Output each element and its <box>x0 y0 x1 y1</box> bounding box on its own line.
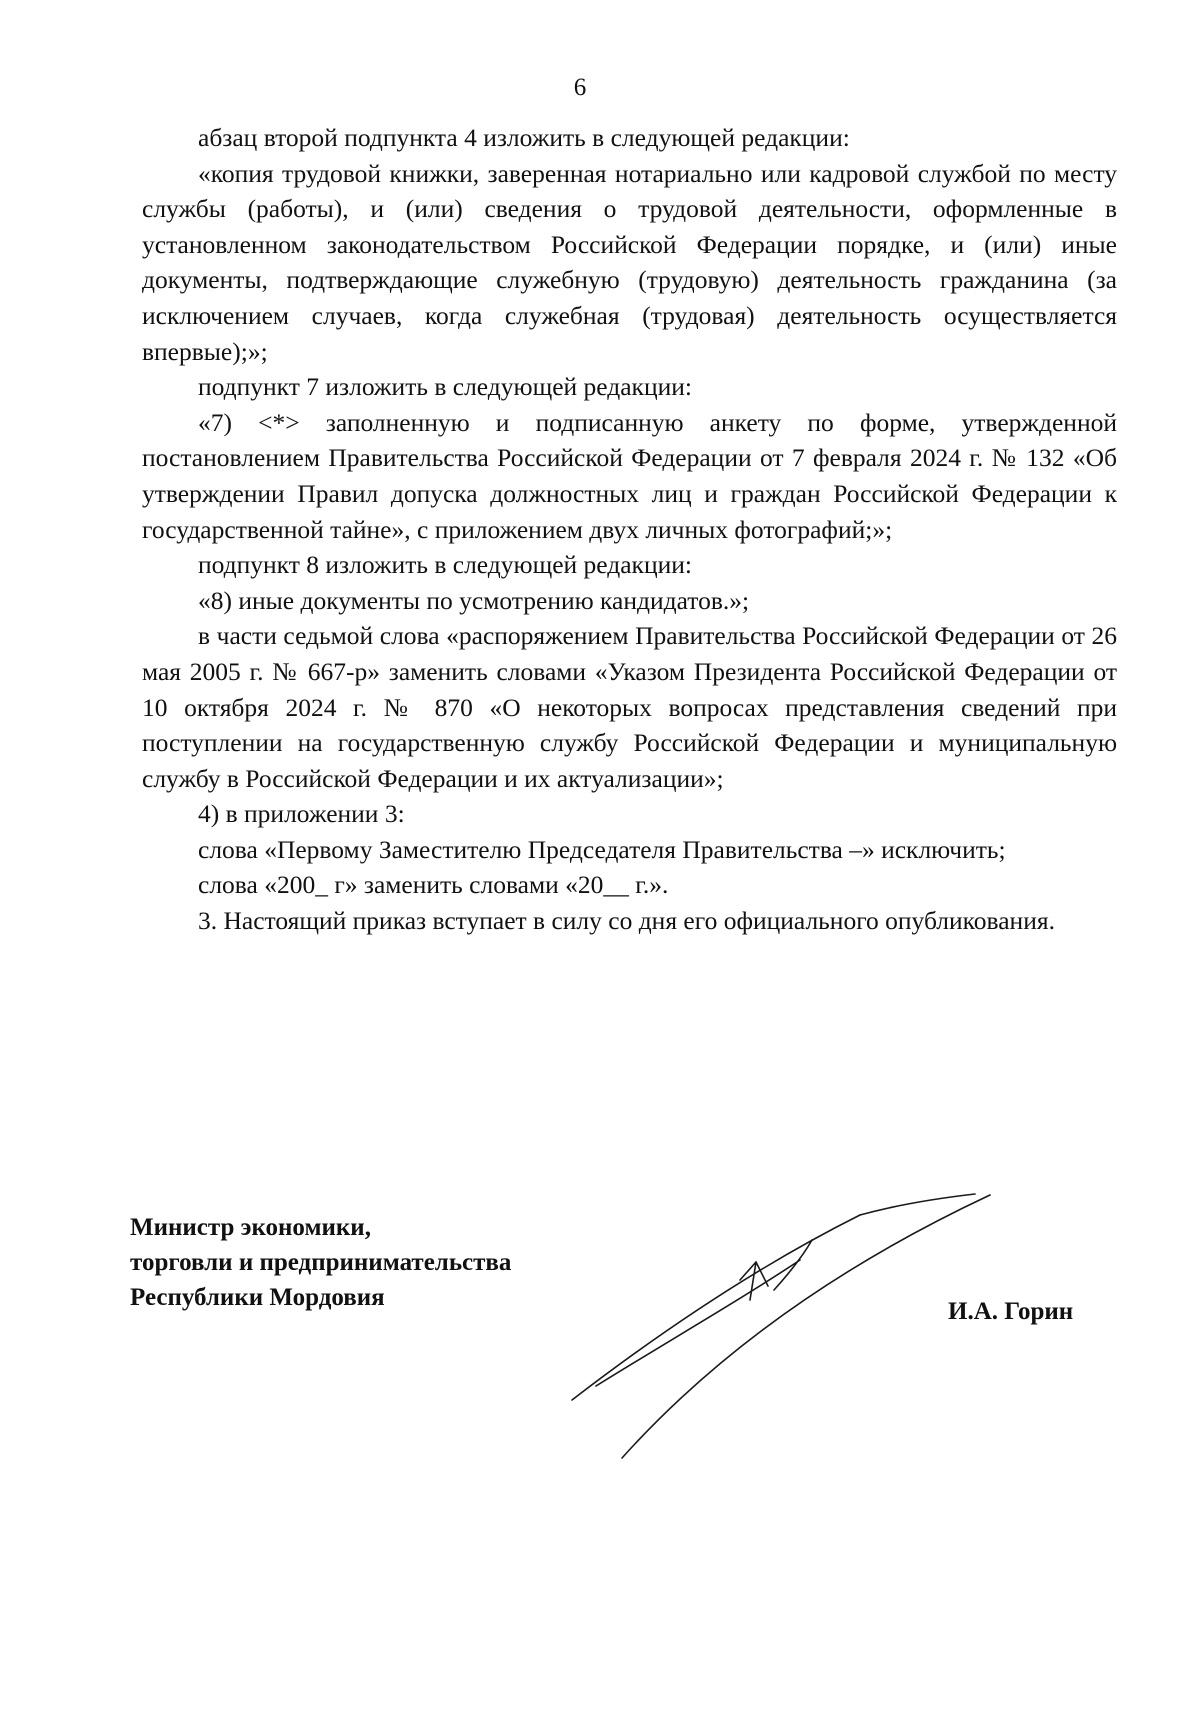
signer-title-line: торговли и предпринимательства <box>130 1249 512 1276</box>
paragraph: слова «200_ г» заменить словами «20__ г.». <box>198 870 669 900</box>
paragraph: подпункт 7 изложить в следующей редакции: <box>198 372 692 402</box>
paragraph: 3. Настоящий приказ вступает в силу со дня его официального опубликования. <box>198 906 1055 936</box>
document-body <box>142 120 1117 939</box>
paragraph: абзац второй подпункта 4 изложить в следующей редакции: <box>198 123 850 152</box>
paragraph: «7) <*> заполненную и подписанную анкету по форме, утвержденной постановлением Правительства Российской Федерации от 7 февраля 2024 г. № 132 «Об утверждении Правил допуска должностных лиц и граждан Российской Федерации к государственной тайне», с приложением двух личных фотографий;»; <box>142 407 1117 544</box>
paragraph: «копия трудовой книжки, заверенная нотариально или кадровой службой по месту службы (работы), и (или) сведения о трудовой деятельности, оформленные в установленном законодательством Российской Федерации порядке, и (или) иные документы, подтверждающие служебную (трудовую) деятельность гражданина (за исключением случаев, когда служебная (трудовая) деятельность осуществляется впервые);»; <box>142 158 1117 366</box>
signer-title-line: Республики Мордовия <box>130 1284 385 1311</box>
paragraph: 4) в приложении 3: <box>198 799 405 829</box>
signer-name: И.А. Горин <box>948 1298 1074 1325</box>
paragraph: в части седьмой слова «распоряжением Правительства Российской Федерации от 26 мая 2005 г. № 667-р» заменить словами «Указом Президента Российской Федерации от 10 октября 2024 г. № 870 «О некоторых вопросах представления сведений при поступлении на государственную службу Российской Федерации и муниципальную службу в Российской Федерации и их актуализации»; <box>142 621 1117 793</box>
signer-title <box>130 1210 511 1315</box>
handwritten-signature <box>560 1190 1010 1480</box>
paragraph: слова «Первому Заместителю Председателя Правительства –» исключить; <box>198 834 1006 864</box>
signer-title-line: Министр экономики, <box>130 1214 371 1241</box>
paragraph: «8) иные документы по усмотрению кандидатов.»; <box>198 585 750 615</box>
paragraph: подпункт 8 изложить в следующей редакции: <box>198 550 692 580</box>
page-number: 6 <box>573 74 587 101</box>
